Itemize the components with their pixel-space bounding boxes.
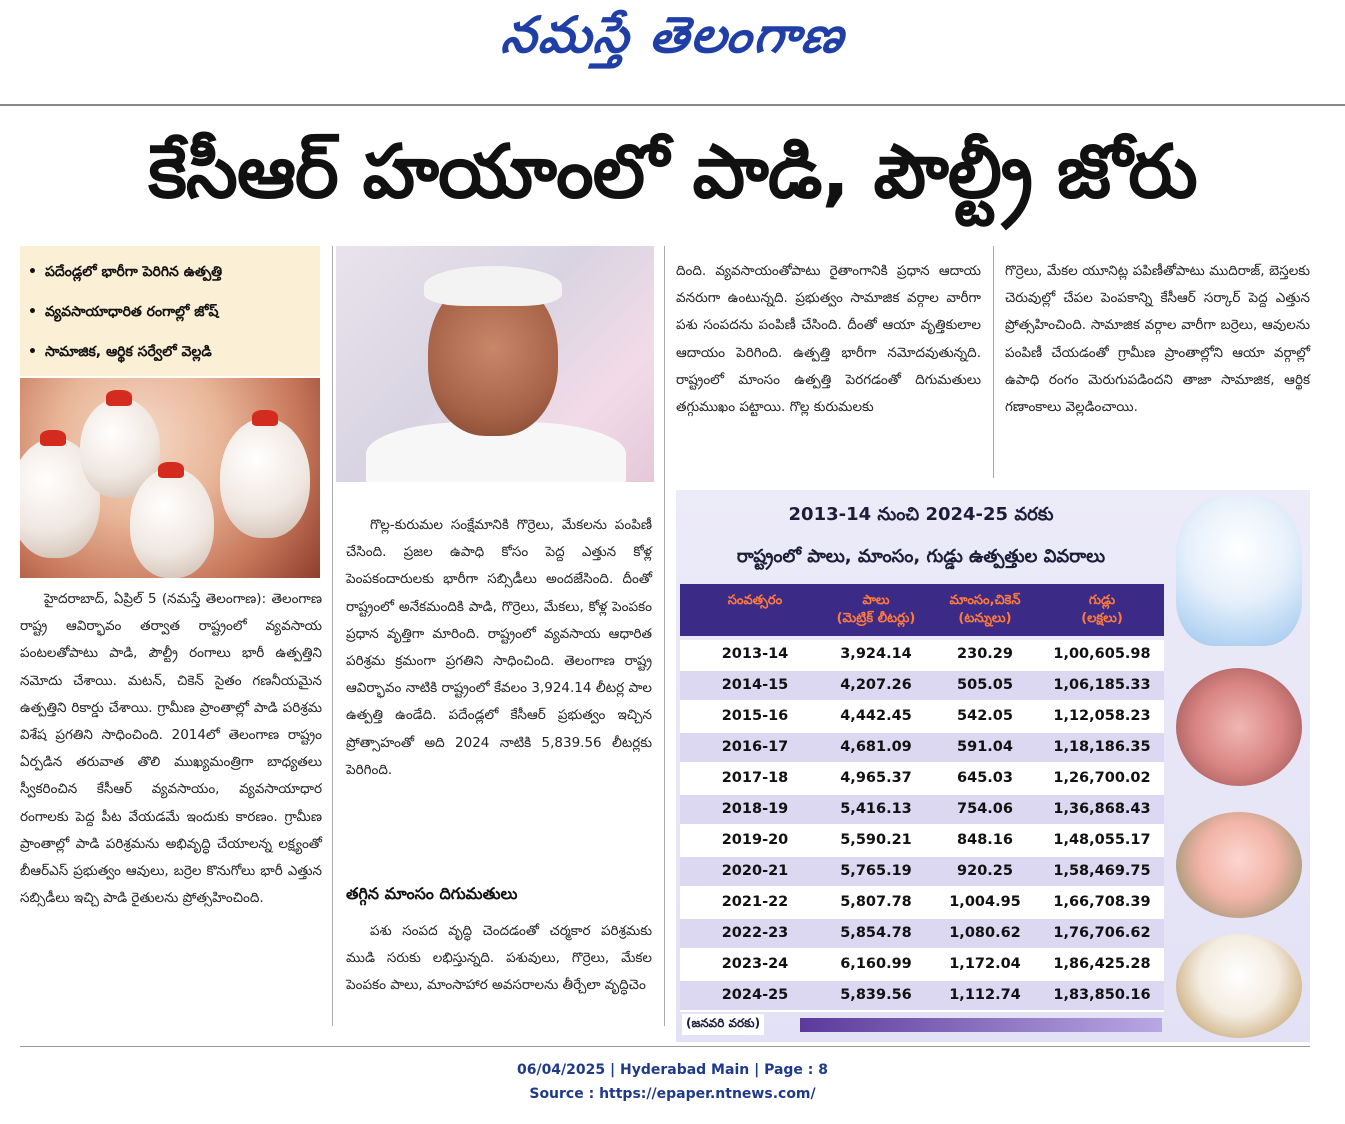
hen-comb bbox=[106, 390, 132, 406]
cell-eggs: 1,36,868.43 bbox=[1053, 801, 1151, 817]
chicken-photo bbox=[1176, 812, 1302, 918]
cell-meat: 1,112.74 bbox=[949, 987, 1021, 1003]
article-column-2b bbox=[346, 918, 652, 1000]
cell-milk: 5,807.78 bbox=[840, 894, 912, 910]
cell-year: 2020-21 bbox=[721, 863, 789, 879]
cell-year: 2015-16 bbox=[721, 708, 789, 724]
table-row bbox=[680, 733, 1164, 764]
cell-year: 2013-14 bbox=[721, 646, 789, 662]
table-footer-bar bbox=[800, 1018, 1162, 1032]
source-link[interactable]: Source : https://epaper.ntnews.com/ bbox=[529, 1086, 816, 1102]
cell-eggs: 1,26,700.02 bbox=[1053, 770, 1151, 786]
article-paragraph: గొల్ల-కురుమల సంక్షేమానికి గొర్రెలు, మేకలను పంపిణీ చేసింది. ప్రజల ఉపాధి కోసం పెద్ద ఎత్తున కోళ్ల పెంపకందారులకు భారీగా సబ్సిడీలు అందజేసింది. దీంతో రాష్ట్రంలో అనేకమందికి పాడి, గొర్రెలు, మేకలు, కోళ్ల పెంపకం ప్రధాన వృత్తిగా మారింది. రాష్ట్రంలో వ్యవసాయ ఆధారిత పరిశ్రమ క్రమంగా ప్రగతిని సాధించింది. తెలంగాణ రాష్ట్ర ఆవిర్భావం నాటికి రాష్ట్రంలో కేవలం 3,924.14 లీటర్ల పాల ఉత్పత్తి ఉండేది. పదేండ్లలో కేసీఆర్ ప్రభుత్వం ఇచ్చిన ప్రోత్సాహంతో అది 2024 నాటికి 5,839.56 లీటర్లకు పెరిగింది. bbox=[346, 517, 652, 778]
edition-info: 06/04/2025 | Hyderabad Main | Page : 8 bbox=[516, 1062, 829, 1078]
cell-eggs: 1,00,605.98 bbox=[1053, 646, 1151, 662]
portrait-photo bbox=[336, 246, 654, 482]
masthead bbox=[0, 0, 1345, 78]
hen-comb bbox=[40, 430, 66, 446]
header-year bbox=[680, 592, 830, 610]
cell-meat: 591.04 bbox=[957, 739, 1013, 755]
article-paragraph: పశు సంపద వృద్ధి చెందడంతో చర్మకార పరిశ్రమకు ముడి సరుకు లభిస్తున్నది. పశువులు, గొర్రెలు, మేకల పెంపకం పాలు, మాంసాహార అవసరాలను తీర్చేలా వృద్ధిచెం bbox=[346, 923, 652, 994]
cell-eggs: 1,06,185.33 bbox=[1053, 677, 1151, 693]
cell-milk: 4,965.37 bbox=[840, 770, 912, 786]
footer-divider bbox=[20, 1046, 1310, 1047]
header-eggs-unit: (లక్షలు) bbox=[1081, 611, 1123, 626]
cell-milk: 5,590.21 bbox=[840, 832, 912, 848]
column-divider bbox=[664, 246, 665, 1026]
header-meat-label: మాంసం,చికెన్ bbox=[949, 593, 1021, 608]
cell-year: 2024-25 bbox=[721, 987, 789, 1003]
table-row bbox=[680, 640, 1164, 671]
table-row bbox=[680, 826, 1164, 857]
cell-year: 2021-22 bbox=[721, 894, 789, 910]
cell-milk: 3,924.14 bbox=[840, 646, 912, 662]
cell-milk: 4,207.26 bbox=[840, 677, 912, 693]
cell-eggs: 1,12,058.23 bbox=[1053, 708, 1151, 724]
cell-meat: 1,172.04 bbox=[949, 956, 1021, 972]
cell-eggs: 1,76,706.62 bbox=[1053, 925, 1151, 941]
cell-milk: 5,854.78 bbox=[840, 925, 912, 941]
cell-milk: 6,160.99 bbox=[840, 956, 912, 972]
header-milk-label: పాలు bbox=[862, 593, 890, 608]
table-row bbox=[680, 950, 1164, 981]
cell-eggs: 1,58,469.75 bbox=[1053, 863, 1151, 879]
table-row bbox=[680, 888, 1164, 919]
table-header bbox=[680, 584, 1164, 636]
column-divider bbox=[332, 246, 333, 1026]
header-milk-unit: (మెట్రిక్ లీటర్లు) bbox=[836, 611, 916, 626]
cell-milk: 5,416.13 bbox=[840, 801, 912, 817]
cell-year: 2019-20 bbox=[721, 832, 789, 848]
cell-milk: 5,765.19 bbox=[840, 863, 912, 879]
table-row bbox=[680, 981, 1164, 1012]
table-row bbox=[680, 919, 1164, 950]
cell-year: 2016-17 bbox=[721, 739, 789, 755]
article-column-4 bbox=[1005, 258, 1310, 421]
cell-meat: 1,080.62 bbox=[949, 925, 1021, 941]
highlight-item: • సామాజిక, ఆర్థిక సర్వేలో వెల్లడి bbox=[28, 332, 312, 372]
table-row bbox=[680, 795, 1164, 826]
table-footnote: (జనవరి వరకు) bbox=[682, 1014, 764, 1035]
cell-year: 2014-15 bbox=[721, 677, 789, 693]
mutton-photo bbox=[1176, 668, 1302, 786]
cell-eggs: 1,66,708.39 bbox=[1053, 894, 1151, 910]
header-eggs-label: గుడ్లు bbox=[1088, 593, 1116, 608]
table-row bbox=[680, 702, 1164, 733]
header-meat bbox=[930, 592, 1040, 628]
portrait-hair bbox=[424, 266, 562, 306]
cell-meat: 754.06 bbox=[957, 801, 1013, 817]
table-title-line-1: 2013-14 నుంచి 2024-25 వరకు bbox=[788, 504, 1054, 525]
header-eggs bbox=[1042, 592, 1162, 628]
production-table-panel bbox=[676, 490, 1310, 1042]
table-row bbox=[680, 857, 1164, 888]
hen-comb bbox=[158, 462, 184, 478]
header-milk bbox=[816, 592, 936, 628]
eggs-photo bbox=[1176, 934, 1302, 1038]
cell-meat: 1,004.95 bbox=[949, 894, 1021, 910]
cell-eggs: 1,83,850.16 bbox=[1053, 987, 1151, 1003]
article-column-3 bbox=[676, 258, 981, 421]
cell-milk: 4,442.45 bbox=[840, 708, 912, 724]
hen-comb bbox=[252, 410, 278, 426]
table-title-line-2: రాష్ట్రంలో పాలు, మాంసం, గుడ్డు ఉత్పత్తుల వివరాలు bbox=[736, 546, 1106, 567]
article-column-1 bbox=[20, 586, 322, 912]
hen-shape bbox=[220, 418, 310, 538]
header-meat-unit: (టన్నులు) bbox=[958, 611, 1012, 626]
hen-shape bbox=[130, 468, 214, 578]
cell-meat: 230.29 bbox=[957, 646, 1013, 662]
cell-year: 2018-19 bbox=[721, 801, 789, 817]
article-paragraph: దింది. వ్యవసాయంతోపాటు రైతాంగానికి ప్రధాన ఆదాయ వనరుగా ఉంటున్నది. ప్రభుత్వం సామాజిక వర్గాల వారీగా పశు సంపదను పంపిణీ చేసింది. దీంతో ఆయా వృత్తికులాల ఆదాయం పెరిగింది. ఉత్పత్తి భారీగా నమోదవుతున్నది. రాష్ట్రంలో మాంసం ఉత్పత్తి పెరగడంతో దిగుమతులు తగ్గుముఖం పట్టాయి. గొల్ల కురుమలకు bbox=[676, 263, 981, 416]
hens-photo bbox=[20, 378, 320, 578]
highlight-item: • పదేండ్లలో భారీగా పెరిగిన ఉత్పత్తి bbox=[28, 252, 312, 292]
newspaper-logo: నమస్తే తెలంగాణ bbox=[498, 6, 849, 64]
table-row bbox=[680, 764, 1164, 795]
cell-meat: 542.05 bbox=[957, 708, 1013, 724]
cell-year: 2023-24 bbox=[721, 956, 789, 972]
cell-meat: 920.25 bbox=[957, 863, 1013, 879]
column-divider bbox=[993, 246, 994, 478]
milk-photo bbox=[1176, 496, 1302, 646]
cell-milk: 4,681.09 bbox=[840, 739, 912, 755]
highlight-item: • వ్యవసాయాధారిత రంగాల్లో జోష్ bbox=[28, 292, 312, 332]
cell-year: 2017-18 bbox=[721, 770, 789, 786]
cell-milk: 5,839.56 bbox=[840, 987, 912, 1003]
cell-meat: 645.03 bbox=[957, 770, 1013, 786]
cell-meat: 848.16 bbox=[957, 832, 1013, 848]
cell-eggs: 1,86,425.28 bbox=[1053, 956, 1151, 972]
table-row bbox=[680, 671, 1164, 702]
cell-eggs: 1,48,055.17 bbox=[1053, 832, 1151, 848]
table-body bbox=[680, 640, 1164, 1012]
article-headline: కేసీఆర్ హయాంలో పాడి, పౌల్ట్రీ జోరు bbox=[148, 129, 1197, 215]
cell-eggs: 1,18,186.35 bbox=[1053, 739, 1151, 755]
cell-meat: 505.05 bbox=[957, 677, 1013, 693]
article-column-2 bbox=[346, 512, 652, 784]
header-year-label: సంవత్సరం bbox=[727, 593, 783, 608]
cell-year: 2022-23 bbox=[721, 925, 789, 941]
masthead-divider bbox=[0, 104, 1345, 106]
article-subheading: తగ్గిన మాంసం దిగుమతులు bbox=[346, 884, 518, 903]
article-paragraph: గొర్రెలు, మేకల యూనిట్ల పపిణీతోపాటు ముదిరాజ్, బెస్తలకు చెరువుల్లో చేపల పెంపకాన్ని కేసీఆర్ సర్కార్ పెద్ద ఎత్తున ప్రోత్సహించింది. సామాజిక వర్గాల వారీగా బర్రెలు, ఆవులను పంపిణీ చేయడంతో గ్రామీణ ప్రాంతాల్లోని ఆయా వర్గాల్లో ఉపాధి రంగం మెరుగుపడిందని తాజా సామాజిక, ఆర్థిక గణాంకాలు వెల్లడించాయి. bbox=[1005, 263, 1310, 416]
article-paragraph: హైదరాబాద్, ఏప్రిల్ 5 (నమస్తే తెలంగాణ): తెలంగాణ రాష్ట్ర ఆవిర్భావం తర్వాత రాష్ట్రంలో వ్యవసాయ పంటలతోపాటు పాడి, పౌల్ట్రీ రంగాలు భారీ ఉత్పత్తిని నమోదు చేశాయి. మటన్, చికెన్ సైతం గణనీయమైన ఉత్పత్తిని రికార్డు చేశాయి. గ్రామీణ ప్రాంతాల్లో పాడి పరిశ్రమ విశేష ప్రగతిని సాధించింది. 2014లో తెలంగాణ రాష్ట్రం ఏర్పడిన తరువాత తొలి ముఖ్యమంత్రిగా బాధ్యతలు స్వీకరించిన కేసీఆర్ వ్యవసాయం, వ్యవసాయాధార రంగాలకు పెద్ద పీట వేయడమే ఇందుకు కారణం. గ్రామీణ ప్రాంతాల్లో పాడి పరిశ్రమను అభివృద్ధి చేయాలన్న లక్ష్యంతో బీఆర్ఎస్ ప్రభుత్వం ఆవులు, బర్రెల కొనుగోలు భారీ ఎత్తున సబ్సిడీలు ఇచ్చి పాడి రైతులను ప్రోత్సహించింది. bbox=[20, 591, 322, 907]
highlights-box bbox=[20, 246, 320, 376]
